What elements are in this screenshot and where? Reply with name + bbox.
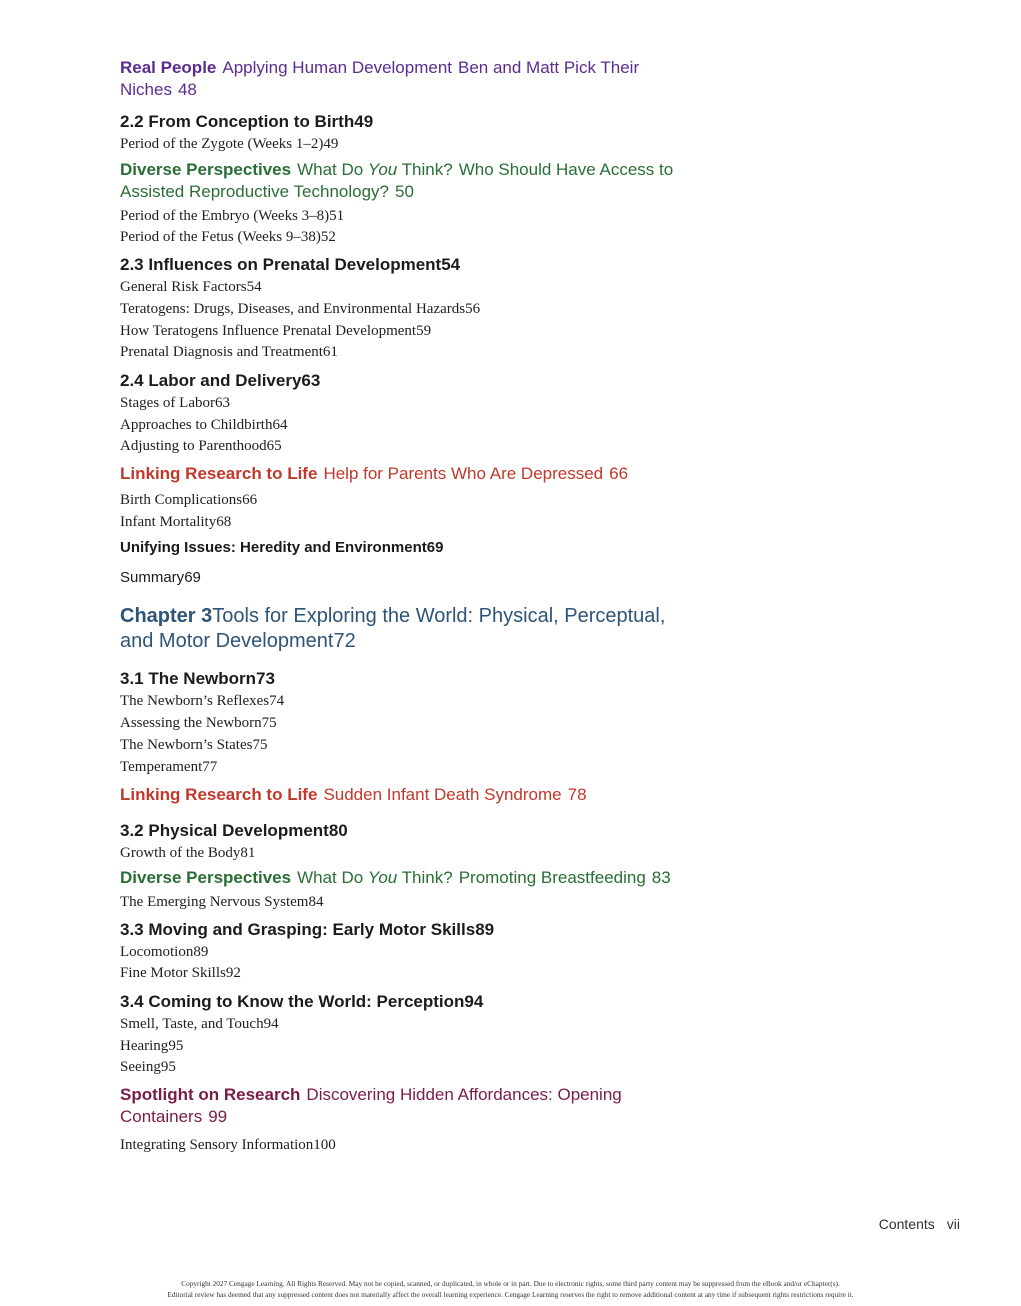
entry-page: 89 [193,943,209,960]
section-items [120,892,740,914]
entry-page: 59 [416,322,432,339]
toc-entry [120,757,740,779]
section-items [120,277,740,364]
entry-page: 77 [202,758,218,775]
section-items [120,942,740,985]
toc-entry [120,512,740,534]
entry-page: 92 [225,965,241,982]
entry-title: Integrating Sensory Information [120,1137,314,1154]
toc-entry [120,691,740,713]
entry-title: Teratogens: Drugs, Diseases, and Environmental Hazards [120,300,466,317]
entry-title: Stages of Labor [120,394,215,411]
page-number: vii [946,1216,960,1232]
table-of-contents [120,57,740,1157]
toc-entry [120,963,740,985]
entry-page: 68 [216,513,232,530]
section-heading: 3.3 Moving and Grasping: Early Motor Skills89 [120,919,495,939]
toc-entry [120,277,740,299]
entry-title: Growth of the Body [120,845,241,862]
section-heading: 2.2 From Conception to Birth49 [120,112,374,131]
entry-title: Seeing [120,1059,161,1076]
section-items [120,691,740,778]
diverse-perspectives-feature: Diverse Perspectives What Do You Think? Who Should Have Access to Assisted Reproductive Technology? 50 [120,159,674,201]
toc-entry [120,436,740,458]
entry-page: 74 [269,693,285,710]
entry-page: 100 [313,1137,336,1154]
section-items [120,134,740,156]
entry-title: Assessing the Newborn [120,715,262,732]
section-items [120,1014,740,1079]
entry-page: 81 [240,845,256,862]
toc-entry [120,299,740,321]
diverse-perspectives-feature: Diverse Perspectives What Do You Think? Promoting Breastfeeding 83 [120,867,671,887]
toc-entry [120,713,740,735]
entry-title: Approaches to Childbirth [120,416,273,433]
entry-page: 75 [252,736,268,753]
section-heading: 3.1 The Newborn73 [120,669,275,689]
toc-entry [120,735,740,757]
entry-page: 49 [323,136,339,152]
entry-page: 84 [308,893,324,910]
section-heading: 2.3 Influences on Prenatal Development54 [120,255,461,275]
section-items [120,206,740,249]
toc-entry [120,1036,740,1058]
linking-research-feature: Linking Research to Life Sudden Infant Death Syndrome 78 [120,785,587,805]
toc-entry [120,321,740,343]
entry-page: 75 [261,715,277,732]
entry-page: 66 [242,492,258,509]
entry-title: How Teratogens Influence Prenatal Development [120,322,417,339]
summary-entry: Summary69 [120,569,201,587]
section-heading: 2.4 Labor and Delivery63 [120,370,321,390]
section-items [120,393,740,458]
entry-title: Temperament [120,758,203,775]
entry-title: Period of the Fetus (Weeks 9–38) [120,229,321,246]
entry-page: 95 [168,1037,184,1054]
toc-entry [120,843,740,865]
toc-entry [120,206,740,228]
entry-page: 63 [214,394,230,411]
chapter-heading: Chapter 3Tools for Exploring the World: Physical, Perceptual, and Motor Development72 [120,605,666,653]
page-footer [879,1216,960,1232]
entry-title: Period of the Embryo (Weeks 3–8) [120,207,330,224]
entry-title: Birth Complications [120,492,243,509]
section-items [120,1135,740,1157]
section-items [120,843,740,865]
toc-entry [120,892,740,914]
entry-title: The Emerging Nervous System [120,893,309,910]
real-people-feature: Real People Applying Human Development Ben and Matt Pick Their Niches 48 [120,58,640,99]
entry-title: Infant Mortality [120,513,217,530]
entry-page: 54 [246,279,262,296]
entry-page: 95 [160,1059,176,1076]
entry-page: 51 [329,207,345,224]
entry-page: 64 [272,416,288,433]
copyright-notice: Copyright 2027 Cengage Learning. All Rights Reserved. May not be copied, scanned, or duplicated, in whole or in part. Due to electronic rights, some third party content may be suppressed from the eBook and/or eChapter(s). Editorial review has deemed that any suppressed content does not materially affect the overall learning experience. Cengage Learning reserves the right to remove additional content at any time if subsequent rights restrictions require it. [167,1279,854,1299]
toc-entry [120,1014,740,1036]
toc-entry [120,393,740,415]
entry-page: 52 [320,229,336,246]
entry-title: Hearing [120,1037,169,1054]
entry-title: Locomotion [120,943,194,960]
entry-title: Smell, Taste, and Touch [120,1016,264,1033]
section-items [120,490,740,533]
toc-entry [120,134,740,156]
entry-page: 56 [465,300,481,317]
spotlight-research-feature: Spotlight on Research Discovering Hidden Affordances: Opening Containers 99 [120,1085,622,1127]
entry-title: The Newborn’s Reflexes [120,693,270,710]
toc-entry [120,1057,740,1079]
section-heading: 3.4 Coming to Know the World: Perception94 [120,992,484,1012]
entry-title: Fine Motor Skills [120,965,226,982]
toc-entry [120,1135,740,1157]
toc-entry [120,942,740,964]
entry-title: Prenatal Diagnosis and Treatment [120,344,323,361]
entry-title: General Risk Factors [120,279,247,296]
linking-research-feature: Linking Research to Life Help for Parents Who Are Depressed 66 [120,464,629,484]
toc-entry [120,342,740,364]
entry-page: 94 [263,1016,279,1033]
toc-entry [120,490,740,512]
entry-title: Period of the Zygote (Weeks 1–2) [120,136,324,152]
entry-page: 61 [322,344,338,361]
entry-page: 65 [266,438,282,455]
toc-entry [120,227,740,249]
section-heading: 3.2 Physical Development80 [120,821,348,841]
toc-entry [120,415,740,437]
unifying-issues: Unifying Issues: Heredity and Environment69 [120,539,444,557]
entry-title: The Newborn’s States [120,736,253,753]
footer-label: Contents [878,1216,935,1232]
entry-title: Adjusting to Parenthood [120,438,267,455]
